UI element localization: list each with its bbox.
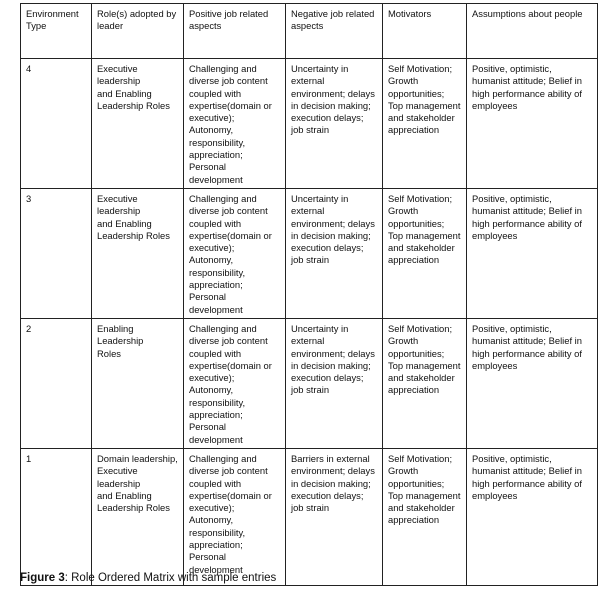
cell-motivators: Self Motivation; Growth opportunities; Top management and stakeholder appreciation	[383, 318, 467, 448]
cell-positive-aspects: Challenging and diverse job content coupled with expertise(domain or executive); Autonomy, responsibility, appreciation; Personal development	[184, 318, 286, 448]
cell-assumptions: Positive, optimistic, humanist attitude; Belief in high performance ability of employees	[467, 448, 598, 585]
cell-roles-adopted: Executive leadership and Enabling Leadership Roles	[92, 188, 184, 318]
cell-environment-type: 2	[21, 318, 92, 448]
role-ordered-matrix-table	[20, 3, 598, 586]
table-row	[21, 318, 598, 448]
cell-motivators: Self Motivation; Growth opportunities; Top management and stakeholder appreciation	[383, 448, 467, 585]
cell-negative-aspects: Uncertainty in external environment; delays in decision making; execution delays; job strain	[286, 188, 383, 318]
cell-assumptions: Positive, optimistic, humanist attitude; Belief in high performance ability of employees	[467, 318, 598, 448]
cell-assumptions: Positive, optimistic, humanist attitude; Belief in high performance ability of employees	[467, 188, 598, 318]
cell-positive-aspects: Challenging and diverse job content coupled with expertise(domain or executive); Autonomy, responsibility, appreciation; Personal development	[184, 59, 286, 189]
cell-negative-aspects: Uncertainty in external environment; delays in decision making; execution delays; job strain	[286, 318, 383, 448]
cell-environment-type: 4	[21, 59, 92, 189]
header-environment-type: Environment Type	[21, 4, 92, 59]
cell-positive-aspects: Challenging and diverse job content coupled with expertise(domain or executive); Autonomy, responsibility, appreciation; Personal development	[184, 448, 286, 585]
figure-caption-label: Figure 3	[20, 572, 65, 584]
table-row	[21, 188, 598, 318]
table-row	[21, 59, 598, 189]
header-row	[21, 4, 598, 59]
figure-caption	[20, 571, 276, 585]
table-row	[21, 448, 598, 585]
header-positive-aspects: Positive job related aspects	[184, 4, 286, 59]
figure-caption-text: : Role Ordered Matrix with sample entries	[64, 572, 277, 584]
cell-motivators: Self Motivation; Growth opportunities; Top management and stakeholder appreciation	[383, 188, 467, 318]
header-motivators: Motivators	[383, 4, 467, 59]
cell-negative-aspects: Uncertainty in external environment; delays in decision making; execution delays; job strain	[286, 59, 383, 189]
cell-roles-adopted: Executive leadership and Enabling Leadership Roles	[92, 59, 184, 189]
cell-negative-aspects: Barriers in external environment; delays in decision making; execution delays; job strain	[286, 448, 383, 585]
cell-environment-type: 1	[21, 448, 92, 585]
cell-assumptions: Positive, optimistic, humanist attitude; Belief in high performance ability of employees	[467, 59, 598, 189]
header-negative-aspects: Negative job related aspects	[286, 4, 383, 59]
cell-positive-aspects: Challenging and diverse job content coupled with expertise(domain or executive); Autonomy, responsibility, appreciation; Personal development	[184, 188, 286, 318]
cell-roles-adopted: Domain leadership, Executive leadership and Enabling Leadership Roles	[92, 448, 184, 585]
cell-motivators: Self Motivation; Growth opportunities; Top management and stakeholder appreciation	[383, 59, 467, 189]
header-assumptions: Assumptions about people	[467, 4, 598, 59]
cell-environment-type: 3	[21, 188, 92, 318]
cell-roles-adopted: Enabling Leadership Roles	[92, 318, 184, 448]
header-roles-adopted: Role(s) adopted by leader	[92, 4, 184, 59]
